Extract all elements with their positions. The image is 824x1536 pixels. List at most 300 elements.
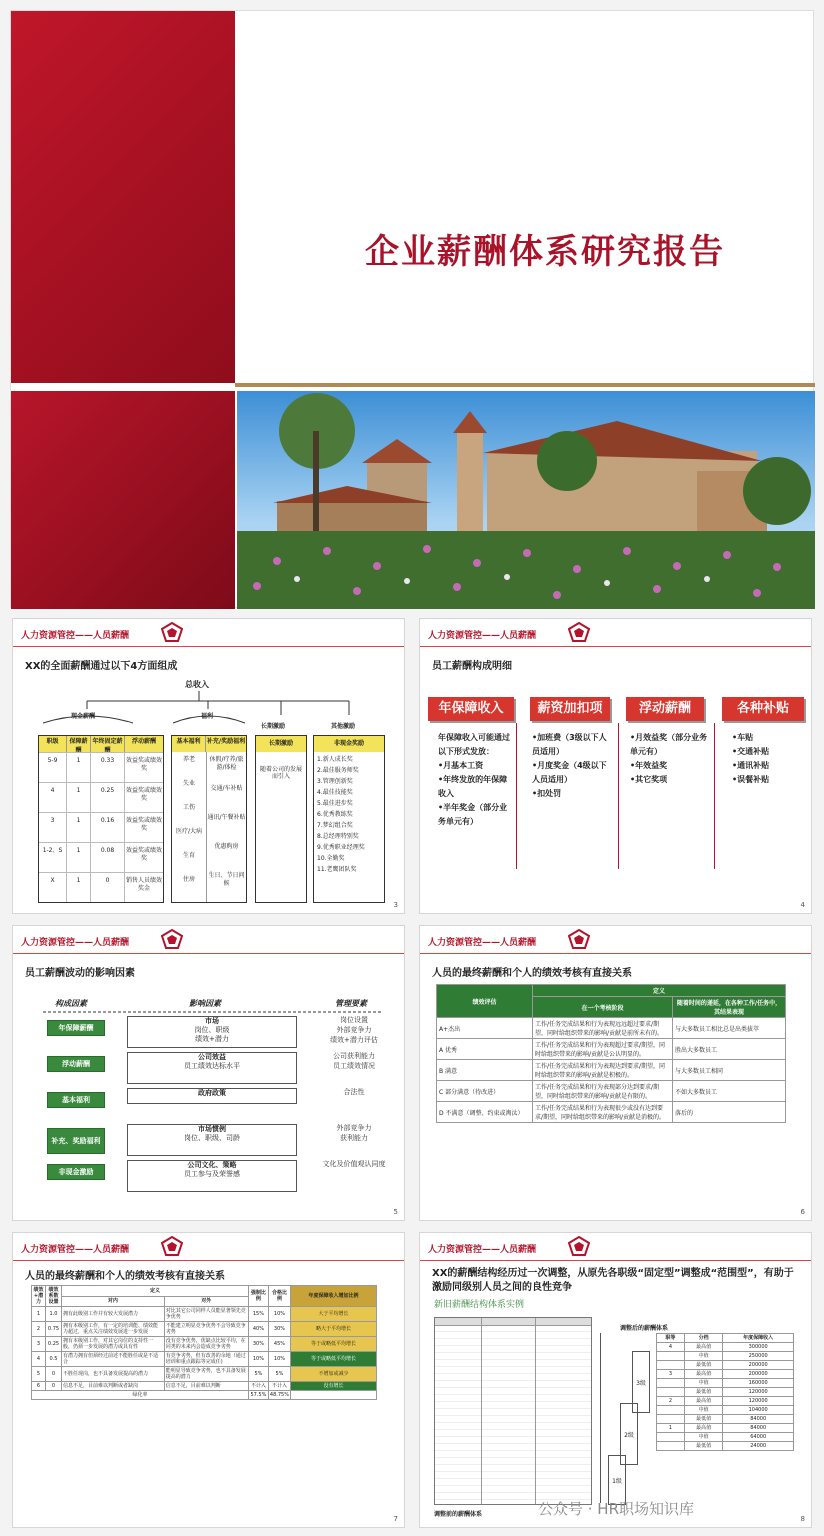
th-band: 分档 [684,1334,723,1343]
perf-cell: B 满意 [437,1060,533,1081]
extra-welfare-item: 生日、节日问候 [208,872,245,887]
group-other-label: 其他激励 [331,723,356,730]
potential-cell: 2 [32,1322,46,1337]
slide-header [420,1233,811,1261]
column-divider [516,723,517,869]
th-ratio: 强制比例 [248,1286,268,1307]
cash-cell: 效益奖或绩效奖 [125,757,162,772]
band-cell: 250000 [723,1352,794,1361]
cash-row [39,812,163,842]
page-number: 4 [800,901,805,909]
float-pay-list [630,731,710,787]
header-title: 人力资源管控——人员薪酬 [21,631,130,641]
perf-cell: D 不满意（调整、约束或淘汰） [437,1102,533,1123]
influence-main: 市场惯例 [198,1125,226,1133]
slide-header [420,619,811,647]
component-item: •加班费（3级以下人员适用） [532,733,607,756]
potential-cell: 等于或略低平均增长 [291,1337,377,1352]
band-cell: 104000 [723,1406,794,1415]
influence-detail: 岗位、职级、司龄 [184,1134,240,1143]
potential-cell: 40% [248,1322,268,1337]
component-item: •半年奖金（部分业务单元有） [438,803,508,826]
basic-welfare-item: 工伤 [182,804,195,811]
factor-label: 年保障薪酬 [47,1020,105,1036]
performance-table [436,984,786,1123]
col-head: 补充/奖励福利 [206,738,246,745]
other-incentive-item: 7.梦幻组合奖 [317,822,353,829]
cover-photo [237,391,815,609]
new-structure-caption: 调整后的薪酬体系 [620,1325,669,1332]
cash-row [39,842,163,872]
potential-cell: 能明显导致竞争劣势，也不具备发展提高的潜力 [164,1367,248,1382]
company-logo-icon [161,622,183,642]
band-row [657,1406,794,1415]
component-item: •车贴 [732,733,754,742]
potential-cell: 不增加或减少 [291,1367,377,1382]
col-head: 浮动薪酬 [131,738,156,745]
cash-cell: 1 [67,873,91,902]
band-cell: 200000 [723,1370,794,1379]
band-cell [657,1388,685,1397]
potential-row [32,1307,377,1322]
slide-header [13,1233,404,1261]
potential-table [31,1285,377,1400]
influence-box [127,1088,297,1104]
component-item: •月度奖金（4级以下人员适用） [532,761,607,784]
page-number: 3 [393,901,398,909]
slide-header [13,619,404,647]
band-row [657,1379,794,1388]
potential-cell: 10% [268,1307,290,1322]
potential-table-body [32,1307,377,1400]
potential-foot-row [32,1391,377,1400]
potential-cell: 信息不足，目前难以判断 [164,1382,248,1391]
potential-cell: 3 [32,1337,46,1352]
extra-welfare-item: 交通/车补贴 [210,785,243,792]
band-cell [657,1415,685,1424]
cash-cell: 5-9 [39,753,67,782]
potential-cell: 0 [46,1382,62,1391]
page-number: 7 [393,1515,398,1523]
band-cell: 1 [657,1424,685,1433]
annual-income-list [438,731,514,829]
cover-red-block [11,11,235,383]
perf-cell: 与大多数员工相同 [673,1060,786,1081]
company-logo-icon [568,929,590,949]
influence-detail: 岗位、职级 绩效+潜力 [194,1026,230,1044]
slide-5 [12,925,405,1221]
band-row [657,1415,794,1424]
band-row [657,1352,794,1361]
slide-header [420,926,811,954]
component-item: •月效益奖（部分业务单元有） [630,733,708,756]
col-head: 非现金奖励 [314,736,384,752]
old-structure-table [434,1317,592,1505]
influence-box [127,1052,297,1084]
other-incentive-item: 8.总经理特别奖 [317,833,359,840]
component-item: •交通补贴 [732,747,770,756]
level-3-step: 3级 [632,1351,650,1413]
perf-cell: 工作/任务完成结果和行为表现部分达到要求/期望，同时给组织带来的影响/贡献是有限的。 [533,1081,673,1102]
th-def: 定义 [533,985,786,997]
slide-title: XX的薪酬结构经历过一次调整，从原先各职级“固定型”调整成“范围型”，有助于激励同级别人员之间的良性竞争 [432,1268,794,1293]
other-incentive-item: 5.最佳进步奖 [317,800,353,807]
potential-cell: 拥有此级别工作并有较大发展潜力 [62,1307,165,1322]
foot-empty [291,1391,377,1400]
cash-cell: 效益奖或绩效奖 [125,787,162,802]
cash-cell: 销售人员绩效奖金 [125,877,162,892]
new-structure-body [657,1343,794,1451]
band-cell: 2 [657,1397,685,1406]
cash-table [38,735,164,903]
band-cell: 最高值 [684,1424,723,1433]
long-term-text: 随着公司的发展而引入 [259,766,302,781]
header-title: 人力资源管控——人员薪酬 [21,1245,130,1255]
band-row [657,1442,794,1451]
th-def: 定义 [62,1286,249,1297]
cash-row [39,782,163,812]
cash-cell: 效益奖或绩效奖 [125,847,162,862]
potential-cell: 5% [248,1367,268,1382]
axis-line [600,1333,601,1503]
band-cell: 中值 [684,1433,723,1442]
factor-rows [13,1014,405,1204]
slide-3 [12,618,405,914]
group-welfare-label: 福利 [201,713,214,720]
potential-row [32,1382,377,1391]
col-divider [535,1318,536,1504]
band-cell: 最低值 [684,1388,723,1397]
col-head: 保障薪酬 [67,736,91,752]
header-title: 人力资源管控——人员薪酬 [428,1245,537,1255]
th-perf: 绩效评估 [437,985,533,1018]
header-title: 人力资源管控——人员薪酬 [428,631,537,641]
other-incentive-table [313,735,385,903]
basic-welfare-item: 养老 [182,756,195,763]
other-incentive-item: 9.优秀职业经理奖 [317,844,365,851]
band-cell: 中值 [684,1379,723,1388]
other-incentive-item: 10.全勤奖 [317,855,345,862]
band-cell: 最高值 [684,1343,723,1352]
potential-cell: 不计入 [248,1382,268,1391]
potential-cell: 0.75 [46,1322,62,1337]
cash-table-body [39,752,163,902]
col-head-float: 浮动薪酬 [626,697,704,721]
slide-4 [419,618,812,914]
potential-cell: 等于或略低平均增长 [291,1352,377,1367]
perf-cell: 与大多数员工相比总是出类拔萃 [673,1018,786,1039]
slide-title: 员工薪酬波动的影响因素 [25,968,135,979]
potential-row [32,1352,377,1367]
potential-cell: 6 [32,1382,46,1391]
col-head: 职级 [39,736,67,752]
band-cell: 最低值 [684,1361,723,1370]
influence-box [127,1124,297,1156]
perf-row [437,1081,786,1102]
band-cell [657,1442,685,1451]
welfare-table [171,735,247,903]
cash-row [39,752,163,782]
band-cell: 中值 [684,1406,723,1415]
component-item: •通讯补贴 [732,761,770,770]
header-title: 人力资源管控——人员薪酬 [21,938,130,948]
foot-label: 绿化率 [32,1391,249,1400]
potential-cell: 不胜任现岗，也不具备发展提高的潜力 [62,1367,165,1382]
group-cash-label: 现金薪酬 [71,713,96,720]
potential-cell: 30% [268,1322,290,1337]
cash-cell: 1 [67,753,91,782]
col-head: 长期激励 [256,736,306,752]
component-item: •其它奖项 [630,775,668,784]
group-long-label: 长期激励 [261,723,286,730]
slide-header [13,926,404,954]
th-coef: 绩效系数设置 [46,1286,62,1307]
cash-cell: 效益奖或绩效奖 [125,817,162,832]
perf-row [437,1018,786,1039]
col-head-influence: 影响因素 [189,999,221,1008]
villa-photo-image [237,391,815,609]
band-cell [657,1379,685,1388]
potential-cell: 对比其它公司同样人员能显著领先竞争优势 [164,1307,248,1322]
cash-cell: 0.16 [91,813,125,842]
potential-cell: 10% [268,1352,290,1367]
influence-box [127,1016,297,1048]
potential-cell: 拥有本级别工作，对其它岗位的支持性一般，仍须一步发展的潜力或具有性 [62,1337,165,1352]
th-potential: 绩效+潜力 [33,1287,44,1305]
perf-cell: 不如大多数员工 [673,1081,786,1102]
band-cell: 64000 [723,1433,794,1442]
column-divider [618,723,619,869]
performance-table-body [437,1018,786,1123]
perf-cell: 工作/任务完成结果和行为表现远远超过要求/期望，同时给组织带来的影响/贡献是前所未有的。 [533,1018,673,1039]
band-cell: 最高值 [684,1370,723,1379]
influence-main: 市场 [205,1017,219,1025]
band-row [657,1370,794,1379]
perf-cell: 落后的 [673,1102,786,1123]
th-time: 随着时间的递延，在各种工作/任务中，其结果表现 [673,997,786,1018]
potential-cell: 略大于平均增长 [291,1322,377,1337]
allowance-list [732,731,808,787]
slide-7 [12,1232,405,1528]
col-head: 年终固定薪酬 [91,736,125,752]
th-pass: 合格比例 [268,1286,290,1307]
other-incentive-list [317,756,383,877]
col-head: 基本福利 [172,736,206,752]
slide-subtitle: 新旧薪酬结构体系实例 [434,1300,525,1310]
perf-row [437,1102,786,1123]
band-cell [657,1406,685,1415]
level-2-step: 2级 [620,1403,638,1465]
other-incentive-item: 6.优秀教练奖 [317,811,353,818]
potential-cell: 0.25 [46,1337,62,1352]
perf-cell: C 部分满意（待改进） [437,1081,533,1102]
potential-cell: 大于平均增长 [291,1307,377,1322]
band-cell: 200000 [723,1361,794,1370]
potential-cell: 有潜力拥有但须经过前述不能胜任或是不适合 [62,1352,165,1367]
slide-title: 人员的最终薪酬和个人的绩效考核有直接关系 [432,968,632,979]
col-head-adjust: 薪资加扣项 [530,697,610,721]
band-row [657,1343,794,1352]
th-external: 对外 [164,1296,248,1307]
extra-welfare-item: 优惠购房 [214,843,239,850]
cash-table-header [39,736,163,752]
basic-welfare-item: 生育 [182,852,195,859]
component-item: •月基本工资 [438,761,484,770]
company-logo-icon [161,929,183,949]
factor-label: 基本福利 [47,1092,105,1108]
cover-divider [235,383,815,387]
band-cell: 120000 [723,1388,794,1397]
potential-cell: 0.5 [46,1352,62,1367]
potential-cell: 不能建立明显竞争优势不会导致竞争劣势 [164,1322,248,1337]
cover-slide [10,10,814,608]
potential-cell: 0 [46,1367,62,1382]
cash-cell: 1 [67,783,91,812]
manage-element: 合法性 [343,1088,365,1096]
manage-element: 岗位设置 外部竞争力 绩效+潜力评估 [330,1016,378,1044]
th-stage: 在一个考核阶段 [533,997,673,1018]
slide-title: 员工薪酬构成明细 [432,661,512,672]
foot-pass: 48.75% [269,1392,289,1398]
cash-cell: 0 [91,873,125,902]
page-number: 8 [800,1515,805,1523]
wechat-watermark: 公众号 · HR职场知识库 [538,1500,695,1518]
influence-box [127,1160,297,1192]
extra-welfare-list [207,756,246,901]
cover-title: 企业薪酬体系研究报告 [365,232,725,272]
potential-cell: 30% [248,1337,268,1352]
basic-welfare-item: 住房 [182,876,195,883]
band-cell: 最低值 [684,1415,723,1424]
basic-welfare-item: 失业 [182,780,195,787]
potential-cell: 拥有本级别工作，有一定的培训能、绩效能力超过，重点关注绩效发展进一步发展 [62,1322,165,1337]
other-incentive-item: 3.管理创新奖 [317,778,353,785]
company-logo-icon [161,1236,183,1256]
column-divider [714,723,715,869]
factor-label: 非现金激励 [47,1164,105,1180]
band-row [657,1361,794,1370]
potential-cell: 没有竞争优势，优缺点比较平均，在同类的未来内会造成竞争劣势 [164,1337,248,1352]
band-row [657,1397,794,1406]
foot-ratio: 57.5% [248,1391,268,1400]
potential-cell: 有竞争劣势，但有改善的余地（通过培训和重点跟踪等完成任) [164,1352,248,1367]
manage-element: 外部竞争力 获利能力 [336,1124,372,1142]
component-item: •误餐补贴 [732,775,770,784]
influence-main: 公司文化、策略 [187,1161,237,1169]
band-cell: 160000 [723,1379,794,1388]
potential-cell: 45% [268,1337,290,1352]
cash-cell: 4 [39,783,67,812]
welfare-table-header [172,736,246,752]
perf-cell: 胜出大多数员工 [673,1039,786,1060]
company-logo-icon [568,1236,590,1256]
potential-cell: 不计入 [268,1382,290,1391]
cash-cell: 1-2、S [39,843,67,872]
band-row [657,1424,794,1433]
potential-row [32,1337,377,1352]
long-term-table [255,735,307,903]
band-cell: 最高值 [684,1397,723,1406]
extra-welfare-item: 通讯/午餐补贴 [207,814,246,821]
band-cell: 300000 [723,1343,794,1352]
cash-row [39,872,163,902]
perf-cell: 工作/任务完成结果和行为表现超过要求/期望，同时给组织带来的影响/贡献是公认明显的。 [533,1039,673,1060]
potential-row [32,1367,377,1382]
cash-cell: 0.08 [91,843,125,872]
perf-row [437,1039,786,1060]
col-head-allowance: 各种补贴 [722,697,804,721]
influence-main: 公司效益 [198,1053,226,1061]
header-title: 人力资源管控——人员薪酬 [428,938,537,948]
total-income-label: 总收入 [185,680,209,689]
manage-element: 文化及价值观认同度 [322,1160,386,1168]
cash-cell: 0.25 [91,783,125,812]
band-cell [657,1361,685,1370]
band-cell [657,1433,685,1442]
col-head-factors: 构成因素 [55,999,87,1008]
col-head-annual: 年保障收入 [428,697,514,721]
component-item: •年效益奖 [630,761,668,770]
th-internal: 对内 [62,1296,165,1307]
cash-cell: X [39,873,67,902]
potential-cell: 10% [248,1352,268,1367]
manage-element: 公司获利能力 员工绩效情况 [333,1052,375,1070]
band-cell: 中值 [684,1352,723,1361]
perf-row [437,1060,786,1081]
potential-cell: 1 [32,1307,46,1322]
th-income: 年度保障收入 [723,1334,794,1343]
band-cell: 120000 [723,1397,794,1406]
component-item: •年终发放的年保障收入 [438,775,508,798]
band-row [657,1388,794,1397]
page-number: 6 [800,1208,805,1216]
band-cell: 3 [657,1370,685,1379]
extra-welfare-item: 休假/疗养/旅游/体检 [209,756,244,771]
potential-cell: 没有增长 [291,1382,377,1391]
cash-cell: 1 [67,813,91,842]
basic-welfare-item: 医疗/大病 [175,828,203,835]
th-increase: 年度保障收入增加比例 [291,1286,377,1307]
new-structure-table [656,1333,794,1451]
band-cell: 84000 [723,1424,794,1433]
band-cell: 4 [657,1343,685,1352]
adjust-items-list [532,731,614,801]
potential-row [32,1322,377,1337]
factor-label: 补充、奖励福利 [47,1128,105,1154]
slide-title: 人员的最终薪酬和个人的绩效考核有直接关系 [25,1271,225,1282]
slide-title: XX的全面薪酬通过以下4方面组成 [25,661,178,672]
level-1-step: 1级 [608,1455,626,1505]
col-divider [481,1318,482,1504]
other-incentive-item: 4.最佳技能奖 [317,789,353,796]
cover-red-block-bottom [11,391,235,609]
perf-cell: 工作/任务完成结果和行为表现达到要求/期望，同时给组织带来的影响/贡献是积极的。 [533,1060,673,1081]
influence-main: 政府政策 [198,1089,226,1097]
potential-cell: 15% [248,1307,268,1322]
potential-cell: 5% [268,1367,290,1382]
page-number: 5 [393,1208,398,1216]
slide-8 [419,1232,812,1528]
factor-label: 浮动薪酬 [47,1056,105,1072]
band-row [657,1433,794,1442]
influence-detail: 员工参与及荣誉感 [184,1170,240,1179]
potential-cell: 4 [32,1352,46,1367]
band-cell: 84000 [723,1415,794,1424]
band-cell: 24000 [723,1442,794,1451]
potential-cell: 信息不足，目前难以判断或者缺岗 [62,1382,165,1391]
col-head-manage: 管理要素 [335,999,367,1008]
potential-cell: 5 [32,1367,46,1382]
